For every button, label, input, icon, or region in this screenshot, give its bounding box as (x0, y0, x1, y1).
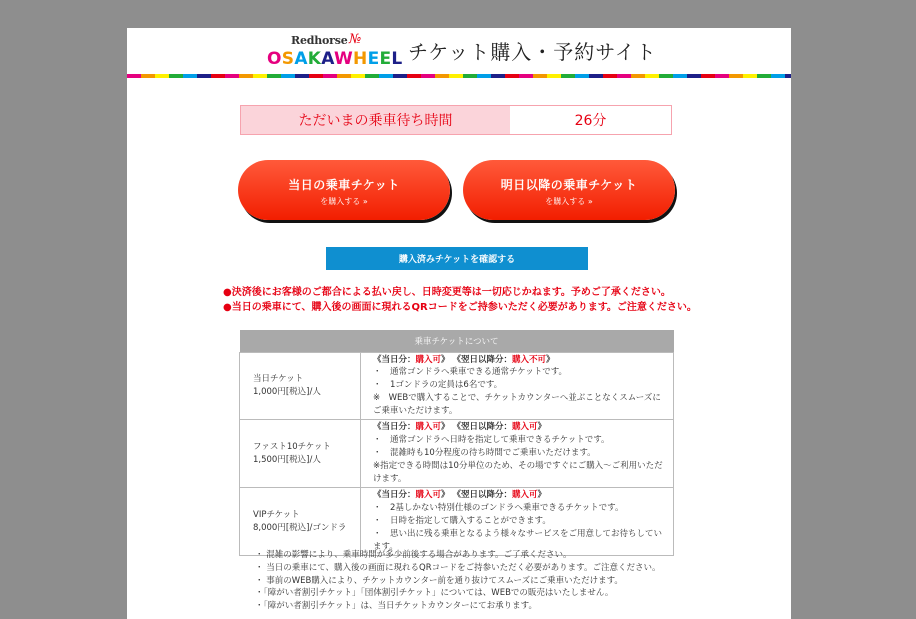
ticket-name: 当日チケット (253, 373, 304, 384)
ticket-price: 1,500円[税込]/人 (253, 454, 321, 465)
notice-refund: ●決済後にお客様のご都合による払い戻し、日時変更等は一切応じかねます。予めご了承ください。 (223, 287, 671, 298)
ticket-price: 1,000円[税込]/人 (253, 386, 321, 397)
availability: 《当日分：購入可》 《翌日以降分：購入不可》 (373, 354, 555, 365)
ticket-desc-cell (361, 488, 674, 556)
buy-today-ticket-button[interactable] (238, 160, 450, 220)
rainbow-divider (127, 74, 791, 78)
confirm-purchased-button[interactable]: 購入済みチケットを確認する (326, 247, 588, 270)
table-row (240, 352, 674, 420)
buy-future-ticket-button[interactable] (463, 160, 675, 220)
desc-line: ・ 通常ゴンドラへ乗車できる通常チケットです。 (373, 367, 568, 378)
osaka-wheel-logo[interactable] (267, 32, 403, 70)
buy-future-title: 明日以降の乗車チケット (500, 178, 638, 192)
ticket-desc-cell (361, 352, 674, 420)
site-header (127, 28, 791, 74)
desc-line: ・ 2基しかない特別仕様のゴンドラへ乗車できるチケットです。 (373, 503, 624, 514)
desc-line: ※指定できる時間は10分単位のため、その場ですぐにご購入〜ご利用いただけます。 (373, 460, 663, 484)
logo-wordmark: OSAKAWHEEL (267, 49, 403, 69)
desc-line: ※ WEBで購入することで、チケットカウンターへ並ぶことなくスムーズにご乗車いただけます。 (373, 392, 661, 416)
ticket-name-cell (240, 420, 361, 488)
ticket-price: 8,000円[税込]/ゴンドラ (253, 522, 347, 533)
table-header: 乗車チケットについて (240, 330, 674, 352)
notice-qr: ●当日の乗車にて、購入後の画面に現れるQRコードをご持参いただく必要があります。ご注意ください。 (223, 302, 697, 313)
page-title: チケット購入・予約サイト (408, 40, 657, 64)
logo-subtitle: Redhorse (291, 34, 348, 47)
availability: 《当日分：購入可》 《翌日以降分：購入可》 (373, 490, 547, 501)
buy-today-sub: を購入する » (320, 197, 368, 206)
page-container (127, 28, 791, 619)
footnote-item: ・ 事前のWEB購入により、チケットカウンター前を通り抜けてスムーズにご乗車いただけます。 (255, 575, 623, 586)
wait-time-panel (240, 105, 672, 135)
table-row (240, 420, 674, 488)
wait-time-value: 26分 (574, 113, 607, 129)
buy-future-sub: を購入する » (545, 197, 593, 206)
ticket-desc-cell (361, 420, 674, 488)
footnotes-list (255, 549, 660, 613)
ticket-name: ファスト10チケット (253, 441, 331, 452)
desc-line: ・ 1ゴンドラの定員は6名です。 (373, 380, 503, 391)
footnote-item: ・ 当日の乗車にて、購入後の画面に現れるQRコードをご持参いただく必要があります。ご注意ください。 (255, 562, 661, 573)
logo-mark-icon: № (349, 32, 362, 47)
refund-notices (223, 285, 697, 315)
desc-line: ・ 日時を指定して購入することができます。 (373, 516, 551, 527)
table-row (240, 488, 674, 556)
footnote-item: ・「障がい者割引チケット」「団体割引チケット」については、WEBでの販売はいたしません。 (255, 588, 614, 599)
footnote-item: ・ 混雑の影響により、乗車時間が多少前後する場合があります。ご了承ください。 (255, 550, 572, 560)
buy-today-title: 当日の乗車チケット (288, 178, 400, 192)
desc-line: ・ 混雑時も10分程度の待ち時間でご乗車いただけます。 (373, 448, 596, 459)
desc-line: ・ 思い出に残る乗車となるよう様々なサービスをご用意してお待ちしています。 (373, 528, 663, 552)
ticket-name-cell (240, 352, 361, 420)
wait-time-label: ただいまの乗車待ち時間 (241, 106, 510, 134)
availability: 《当日分：購入可》 《翌日以降分：購入可》 (373, 422, 547, 433)
ticket-name: VIPチケット (253, 509, 300, 520)
ticket-info-table (239, 330, 674, 556)
ticket-name-cell (240, 488, 361, 556)
footnote-item: ・「障がい者割引チケット」は、当日チケットカウンターにてお承ります。 (255, 601, 537, 612)
desc-line: ・ 通常ゴンドラへ日時を指定して乗車できるチケットです。 (373, 435, 610, 446)
